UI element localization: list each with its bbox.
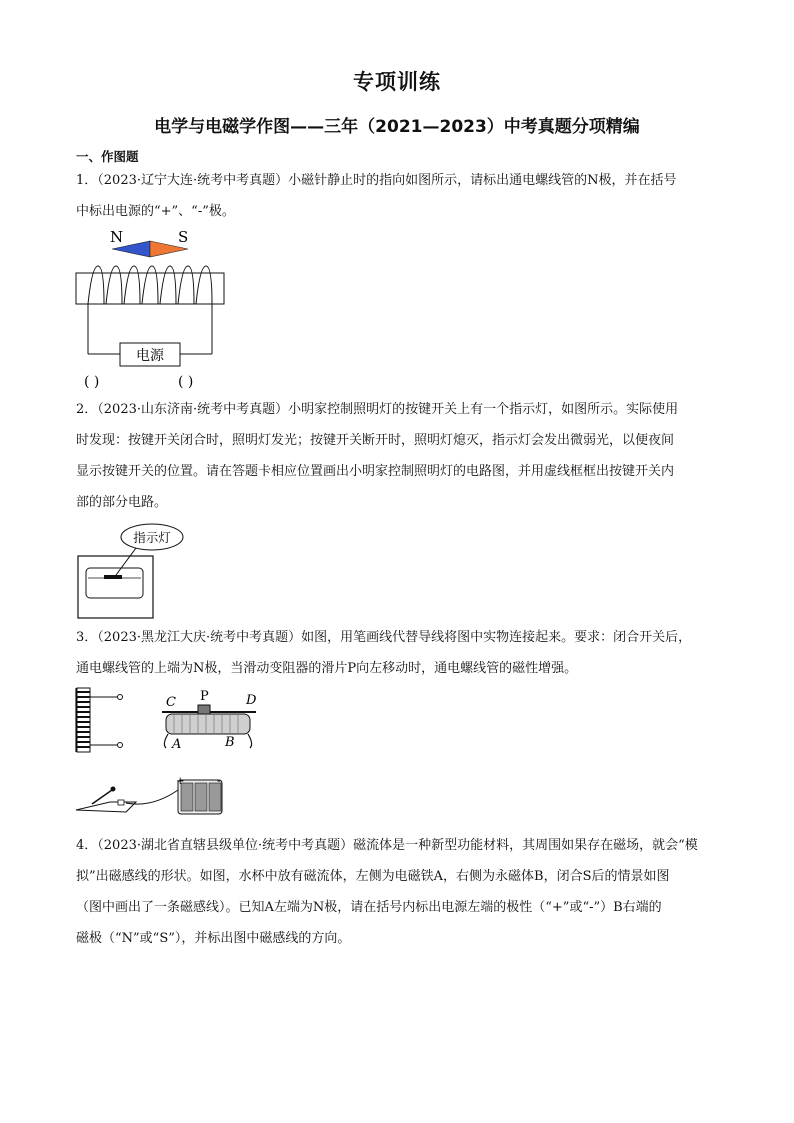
needle-north-label: N (110, 228, 124, 246)
terminal-b-label: B (225, 735, 235, 750)
terminal-c-label: C (166, 695, 176, 710)
question-4 (76, 830, 724, 954)
question-line: 通电螺线管的上端为N极，当滑动变阻器的滑片P向左移动时，通电螺线管的磁性增强。 (76, 661, 578, 676)
question-2 (76, 394, 724, 518)
question-line: 1．（2023·辽宁大连·统考中考真题）小磁针静止时的指向如图所示，请标出通电螺线管的N极，并在括号 (76, 173, 677, 188)
battery-pack (178, 780, 222, 814)
section-heading: 一、作图题 (76, 149, 139, 164)
solenoid-terminal-top (118, 695, 123, 700)
power-source-label: 电源 (136, 348, 164, 364)
needle-south-label: S (178, 228, 189, 246)
solenoid-core (76, 273, 224, 304)
question-line: 拟”出磁感线的形状。如图，水杯中放有磁流体，左侧为电磁铁A，右侧为永磁体B，闭合S后的情景如图 (76, 869, 670, 884)
terminal-p-label: P (200, 689, 209, 704)
question-line: 2．（2023·山东济南·统考中考真题）小明家控制照明灯的按键开关上有一个指示灯，如图所示。实际使用 (76, 402, 679, 417)
figure-3-circuit (70, 684, 270, 818)
bracket-right: ( ) (178, 374, 194, 390)
question-line: 部的部分电路。 (76, 495, 168, 510)
page-title: 专项训练 (353, 70, 441, 94)
battery-minus-label: - (217, 774, 221, 787)
figure-2-switch (76, 522, 196, 622)
solenoid-vertical (76, 688, 123, 752)
battery-plus-label: + (176, 776, 185, 787)
page-subtitle: 电学与电磁学作图——三年（2021—2023）中考真题分项精编 (154, 117, 640, 137)
switch-key (86, 568, 143, 598)
solenoid-terminal-bottom (118, 743, 123, 748)
question-3 (76, 622, 724, 684)
question-line: 中标出电源的“+”、“-”极。 (76, 204, 235, 219)
question-1 (76, 165, 724, 227)
question-line: 磁极（“N”或“S”），并标出图中磁感线的方向。 (76, 931, 351, 946)
question-line: （图中画出了一条磁感线）。已知A左端为N极，请在括号内标出电源左端的极性（“+”或“-”）B右端的 (76, 900, 662, 915)
figure-1-solenoid (72, 222, 242, 394)
switch-plate (78, 556, 153, 618)
knife-switch (76, 787, 178, 812)
bracket-left: ( ) (84, 374, 100, 390)
question-line: 显示按键开关的位置。请在答题卡相应位置画出小明家控制照明灯的电路图，并用虚线框框出按键开关内 (76, 464, 675, 479)
question-line: 4．（2023·湖北省直辖县级单位·统考中考真题）磁流体是一种新型功能材料，其周围如果存在磁场，就会“模 (76, 838, 698, 853)
indicator-light (104, 575, 122, 579)
question-line: 3．（2023·黑龙江大庆·统考中考真题）如图，用笔画线代替导线将图中实物连接起来。要求：闭合开关后， (76, 630, 692, 645)
terminal-a-label: A (172, 737, 182, 752)
terminal-d-label: D (246, 693, 257, 708)
solenoid-coil (88, 266, 212, 354)
question-line: 时发现：按键开关闭合时，照明灯发光；按键开关断开时，照明灯熄灭，指示灯会发出微弱光，以便夜间 (76, 433, 675, 448)
rheostat-slider (198, 705, 210, 714)
indicator-label: 指示灯 (133, 530, 171, 545)
